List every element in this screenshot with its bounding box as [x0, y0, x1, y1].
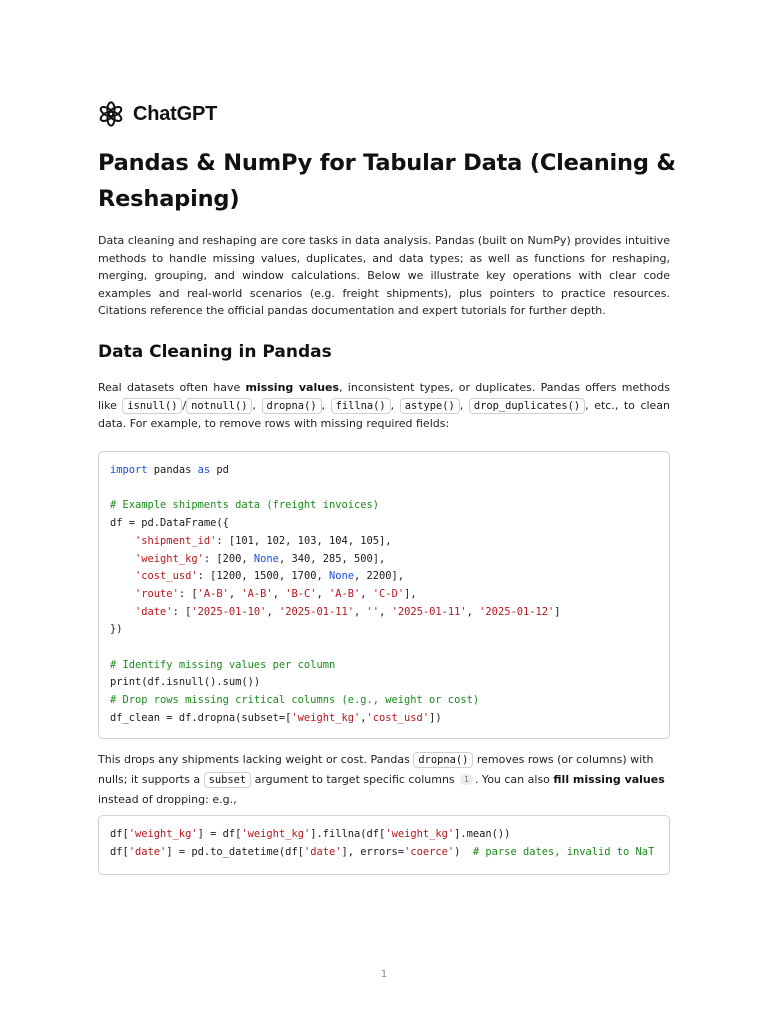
- code-block-2[interactable]: [98, 815, 670, 875]
- code-block-2-text: df['weight_kg'] = df['weight_kg'].fillna(df['weight_kg'].mean()) df['date'] = pd.to_datetime(df['date'], errors='coerce') # parse dates, invalid to NaT: [110, 828, 655, 858]
- code-subset-inline: subset: [204, 772, 252, 788]
- openai-logo-icon: [98, 101, 124, 127]
- section-heading: Data Cleaning in Pandas: [98, 342, 332, 362]
- citation-badge[interactable]: 1: [460, 774, 473, 785]
- page-number: 1: [380, 969, 388, 980]
- bold-missing-values: missing values: [245, 381, 340, 394]
- chatgpt-logo: [98, 101, 217, 127]
- code-block-1-text: import pandas as pd # Example shipments data (freight invoices) df = pd.DataFrame({ 'shipment_id': [101, 102, 103, 104, 105], 'weight_kg': [200, None, 340, 285, 500], 'cost_usd': [1200, 1500, 1700, None, 2200], 'route': ['A-B', 'A-B', 'B-C', 'A-B', 'C-D'], 'date': ['2025-01-10', '2025-01-11', '', '2025-01-11', '2025-01-12'] }) # Identify missing values per column print(df.isnull().sum()) # Drop rows missing critical columns (e.g., weight or cost) df_clean = df.dropna(subset=['weight_kg','cost_usd']): [110, 464, 561, 724]
- code-isnull: isnull(): [122, 398, 182, 414]
- intro-paragraph: Data cleaning and reshaping are core tasks in data analysis. Pandas (built on NumPy) provides intuitive methods to handle missing values, duplicates, and data types; as well as functions for reshaping, merging, grouping, and window calculations. Below we illustrate key operations with clear code examples and real-world scenarios (e.g. freight shipments), plus pointers to practice resources. Citations reference the official pandas documentation and expert tutorials for further depth.: [98, 234, 670, 318]
- code-dropna: dropna(): [262, 398, 322, 414]
- code-block-1[interactable]: [98, 451, 670, 739]
- code-fillna: fillna(): [331, 398, 391, 414]
- dropna-paragraph: This drops any shipments lacking weight or cost. Pandas dropna() removes rows (or columns) with nulls; it supports a subset argument to target specific columns 1 . You can also fill missing values instead of dropping: e.g.,: [98, 753, 665, 806]
- cleaning-paragraph: Real datasets often have missing values, inconsistent types, or duplicates. Pandas offers methods like isnull() / notnull() , dropna() , fillna() , astype() , drop_duplicates() , etc., to clean data. For example, to remove rows with missing required fields:: [98, 381, 671, 430]
- code-drop-duplicates: drop_duplicates(): [469, 398, 585, 414]
- code-dropna-inline: dropna(): [413, 752, 473, 768]
- bold-fill-missing: fill missing values: [553, 773, 665, 786]
- code-astype: astype(): [400, 398, 460, 414]
- code-notnull: notnull(): [186, 398, 252, 414]
- page-title: Pandas & NumPy for Tabular Data (Cleaning & Reshaping): [98, 150, 676, 212]
- logo-text: ChatGPT: [133, 102, 218, 125]
